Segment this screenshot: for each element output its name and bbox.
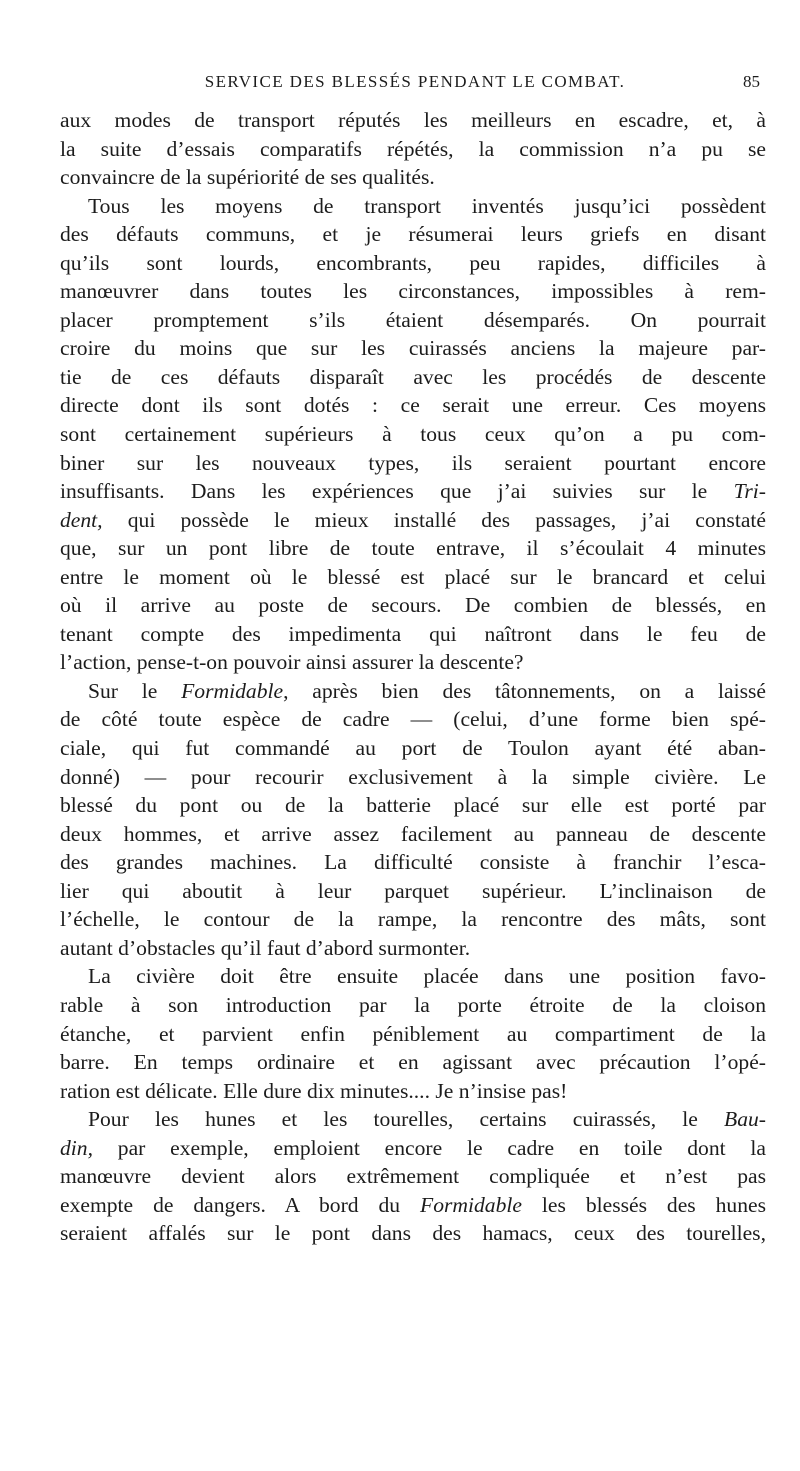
text-run: les blessés des hunes (521, 1192, 767, 1217)
text-line: l’échelle, le contour de la rampe, la rencontre des mâts, sont (60, 907, 766, 932)
page-number: 85 (743, 72, 760, 91)
text-line: tenant compte des impedimenta qui naîtront dans le feu de (60, 621, 766, 646)
italic-ship-name: Formidable (181, 678, 284, 703)
italic-ship-name: Tri- (733, 479, 766, 504)
text-line: convaincre de la supériorité de ses qualités. (60, 165, 435, 190)
body-text (60, 106, 766, 1248)
italic-ship-name: dent, (60, 507, 103, 532)
text-line: croire du moins que sur les cuirassés anciens la majeure par- (60, 336, 766, 361)
text-line (60, 477, 766, 506)
text-run: exempte de dangers. A bord du (60, 1192, 421, 1217)
text-line (60, 1134, 766, 1163)
text-line: aux modes de transport réputés les meilleurs en escadre, et, à (60, 108, 766, 132)
text-line: blessé du pont ou de la batterie placé sur elle est porté par (60, 793, 766, 818)
text-line: autant d’obstacles qu’il faut d’abord surmonter. (60, 935, 471, 960)
text-line: biner sur les nouveaux types, ils seraient pourtant encore (60, 450, 766, 475)
text-line (60, 506, 766, 535)
text-line: directe dont ils sont dotés : ce serait une erreur. Ces moyens (60, 393, 766, 418)
text-line: donné) — pour recourir exclusivement à la simple civière. Le (60, 764, 766, 789)
text-line: placer promptement s’ils étaient désemparés. On pourrait (60, 307, 766, 332)
text-line: Tous les moyens de transport inventés jusqu’ici possèdent (88, 193, 766, 218)
text-line: sont certainement supérieurs à tous ceux qu’on a pu com- (60, 422, 766, 447)
text-line: La civière doit être ensuite placée dans une position favo- (88, 964, 766, 989)
text-line: seraient affalés sur le pont dans des hamacs, ceux des tourelles, (60, 1221, 766, 1246)
text-run: Pour les hunes et les tourelles, certains cuirassés, le (88, 1107, 725, 1132)
italic-ship-name: din, (60, 1135, 93, 1160)
text-run: qui possède le mieux installé des passages, j’ai constaté (127, 507, 766, 532)
text-line: entre le moment où le blessé est placé sur le brancard et celui (60, 564, 766, 589)
text-line: l’action, pense-t-on pouvoir ainsi assurer la descente? (60, 650, 524, 675)
text-line: ration est délicate. Elle dure dix minutes.... Je n’insise pas! (60, 1078, 568, 1103)
italic-ship-name: Formidable (420, 1192, 522, 1217)
text-line: ciale, qui fut commandé au port de Toulon ayant été aban- (60, 736, 766, 761)
text-run: , après bien des tâtonnements, on a laissé (283, 678, 766, 703)
text-line: que, sur un pont libre de toute entrave, il s’écoulait 4 minutes (60, 536, 766, 561)
text-line: deux hommes, et arrive assez facilement au panneau de descente (60, 821, 766, 846)
text-line: de côté toute espèce de cadre — (celui, d’une forme bien spé- (60, 707, 766, 732)
text-line: manœuvre devient alors extrêmement compliquée et n’est pas (60, 1164, 766, 1189)
text-line: qu’ils sont lourds, encombrants, peu rapides, difficiles à (60, 250, 766, 275)
text-line: la suite d’essais comparatifs répétés, la commission n’a pu se (60, 136, 766, 161)
text-line: des grandes machines. La difficulté consiste à franchir l’esca- (60, 850, 766, 875)
text-run: insuffisants. Dans les expériences que j’ai suivies sur le (60, 479, 734, 504)
text-line: tie de ces défauts disparaît avec les procédés de descente (60, 364, 766, 389)
text-line: rable à son introduction par la porte étroite de la cloison (60, 992, 766, 1017)
text-line: étanche, et parvient enfin péniblement au compartiment de la (60, 1021, 766, 1046)
text-line (60, 1191, 766, 1220)
text-run: Sur le (88, 678, 182, 703)
text-line (60, 1105, 766, 1134)
text-line: où il arrive au poste de secours. De combien de blessés, en (60, 593, 766, 618)
text-line: des défauts communs, et je résumerai leurs griefs en disant (60, 222, 766, 247)
text-run: par exemple, emploient encore le cadre en toile dont la (117, 1135, 766, 1160)
page-header (60, 72, 770, 96)
running-head: SERVICE DES BLESSÉS PENDANT LE COMBAT. (204, 72, 626, 91)
italic-ship-name: Bau- (724, 1107, 766, 1132)
text-line: lier qui aboutit à leur parquet supérieur. L’inclinaison de (60, 878, 766, 903)
text-line: barre. En temps ordinaire et en agissant avec précaution l’opé- (60, 1050, 766, 1075)
text-line (60, 677, 766, 706)
text-line: manœuvrer dans toutes les circonstances, impossibles à rem- (60, 279, 766, 304)
